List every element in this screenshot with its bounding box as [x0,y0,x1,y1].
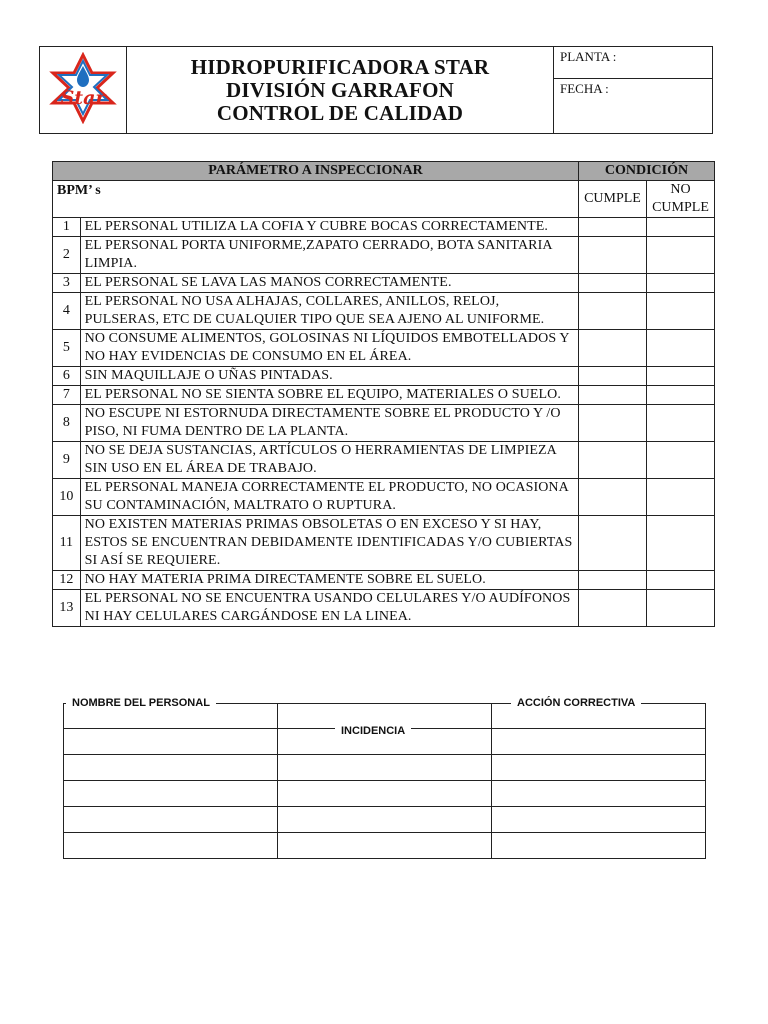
table-header-row [53,162,715,181]
row-parameter: EL PERSONAL UTILIZA LA COFIA Y CUBRE BOCAS CORRECTAMENTE. [80,218,578,237]
star-logo-icon [47,52,119,124]
accion-cell[interactable] [492,833,706,859]
no-cumple-checkbox-cell[interactable] [646,571,714,590]
no-cumple-checkbox-cell[interactable] [646,218,714,237]
cumple-checkbox-cell[interactable] [578,237,646,274]
section-label: BPM’ s [53,181,579,218]
cumple-checkbox-cell[interactable] [578,293,646,330]
cumple-checkbox-cell[interactable] [578,405,646,442]
accion-cell[interactable] [492,729,706,755]
no-cumple-checkbox-cell[interactable] [646,516,714,571]
row-number: 2 [53,237,81,274]
param-header: PARÁMETRO A INSPECCIONAR [53,162,579,181]
row-parameter: EL PERSONAL SE LAVA LAS MANOS CORRECTAMENTE. [80,274,578,293]
cumple-checkbox-cell[interactable] [578,442,646,479]
grid-row [64,755,706,781]
nombre-cell[interactable] [64,755,278,781]
cumple-checkbox-cell[interactable] [578,571,646,590]
planta-label: PLANTA : [560,49,617,64]
grid-row [64,781,706,807]
cumple-checkbox-cell[interactable] [578,516,646,571]
row-parameter: NO CONSUME ALIMENTOS, GOLOSINAS NI LÍQUIDOS EMBOTELLADOS Y NO HAY EVIDENCIAS DE CONSUMO EN EL ÁREA. [80,330,578,367]
cumple-header: CUMPLE [578,181,646,218]
row-parameter: NO SE DEJA SUSTANCIAS, ARTÍCULOS O HERRAMIENTAS DE LIMPIEZA SIN USO EN EL ÁREA DE TRABAJO. [80,442,578,479]
incidencia-cell[interactable] [278,755,492,781]
no-cumple-checkbox-cell[interactable] [646,274,714,293]
row-number: 3 [53,274,81,293]
accion-cell[interactable] [492,703,706,729]
title-line-2: DIVISIÓN GARRAFON [225,77,454,102]
cumple-checkbox-cell[interactable] [578,479,646,516]
fecha-field[interactable] [554,79,713,134]
section-row [53,181,715,218]
no-cumple-checkbox-cell[interactable] [646,330,714,367]
accion-cell[interactable] [492,807,706,833]
nombre-cell[interactable] [64,833,278,859]
accion-cell[interactable] [492,755,706,781]
table-row [53,590,715,627]
no-cumple-header: NO CUMPLE [646,181,714,218]
row-number: 6 [53,367,81,386]
row-parameter: NO EXISTEN MATERIAS PRIMAS OBSOLETAS O EN EXCESO Y SI HAY, ESTOS SE ENCUENTRAN DEBIDAMENTE IDENTIFICADAS Y/O CUBIERTAS SI ASÍ SE REQUIERE. [80,516,578,571]
cumple-checkbox-cell[interactable] [578,218,646,237]
planta-field[interactable] [554,47,713,79]
row-number: 7 [53,386,81,405]
row-number: 9 [53,442,81,479]
nombre-cell[interactable] [64,729,278,755]
table-row [53,405,715,442]
nombre-cell[interactable] [64,781,278,807]
no-cumple-checkbox-cell[interactable] [646,442,714,479]
row-number: 1 [53,218,81,237]
nombre-label: NOMBRE DEL PERSONAL [66,696,216,710]
table-row [53,516,715,571]
row-parameter: EL PERSONAL NO USA ALHAJAS, COLLARES, ANILLOS, RELOJ, PULSERAS, ETC DE CUALQUIER TIPO QUE SEA AJENO AL UNIFORME. [80,293,578,330]
row-parameter: NO HAY MATERIA PRIMA DIRECTAMENTE SOBRE EL SUELO. [80,571,578,590]
row-number: 8 [53,405,81,442]
incidencia-cell[interactable] [278,833,492,859]
row-parameter: EL PERSONAL MANEJA CORRECTAMENTE EL PRODUCTO, NO OCASIONA SU CONTAMINACIÓN, MALTRATO O RUPTURA. [80,479,578,516]
inspection-table [52,161,715,627]
table-row [53,367,715,386]
incidencia-cell[interactable] [278,807,492,833]
inspection-rows [53,218,715,627]
row-number: 11 [53,516,81,571]
cumple-checkbox-cell[interactable] [578,367,646,386]
logo-text: Star [60,86,106,109]
row-number: 5 [53,330,81,367]
logo-cell [40,47,127,134]
table-row [53,386,715,405]
cumple-checkbox-cell[interactable] [578,386,646,405]
no-cumple-checkbox-cell[interactable] [646,293,714,330]
row-parameter: EL PERSONAL NO SE ENCUENTRA USANDO CELULARES Y/O AUDÍFONOS NI HAY CELULARES CARGÁNDOSE EN LA LINEA. [80,590,578,627]
cumple-checkbox-cell[interactable] [578,590,646,627]
row-parameter: SIN MAQUILLAJE O UÑAS PINTADAS. [80,367,578,386]
row-parameter: EL PERSONAL PORTA UNIFORME,ZAPATO CERRADO, BOTA SANITARIA LIMPIA. [80,237,578,274]
table-row [53,218,715,237]
no-cumple-checkbox-cell[interactable] [646,367,714,386]
cumple-checkbox-cell[interactable] [578,330,646,367]
no-cumple-checkbox-cell[interactable] [646,405,714,442]
nombre-cell[interactable] [64,807,278,833]
fecha-label: FECHA : [560,81,609,96]
table-row [53,237,715,274]
no-cumple-checkbox-cell[interactable] [646,590,714,627]
table-row [53,442,715,479]
row-parameter: EL PERSONAL NO SE SIENTA SOBRE EL EQUIPO, MATERIALES O SUELO. [80,386,578,405]
row-number: 10 [53,479,81,516]
grid-row [64,807,706,833]
grid-row [64,833,706,859]
title-cell [127,47,554,134]
row-number: 4 [53,293,81,330]
document-header [39,46,713,134]
row-number: 13 [53,590,81,627]
table-row [53,293,715,330]
no-cumple-checkbox-cell[interactable] [646,386,714,405]
accion-label: ACCIÓN CORRECTIVA [511,696,641,710]
table-row [53,479,715,516]
cumple-checkbox-cell[interactable] [578,274,646,293]
nombre-cell[interactable] [64,703,278,729]
row-parameter: NO ESCUPE NI ESTORNUDA DIRECTAMENTE SOBRE EL PRODUCTO Y /O PISO, NI FUMA DENTRO DE LA PLANTA. [80,405,578,442]
table-row [53,571,715,590]
row-number: 12 [53,571,81,590]
no-cumple-checkbox-cell[interactable] [646,237,714,274]
incidencia-cell[interactable] [278,781,492,807]
title-line-1: HIDROPURIFICADORA STAR [190,54,490,79]
title-line-3: CONTROL DE CALIDAD [216,100,464,125]
condition-header: CONDICIÓN [578,162,714,181]
no-cumple-checkbox-cell[interactable] [646,479,714,516]
incidencia-label: INCIDENCIA [335,724,411,738]
table-row [53,274,715,293]
accion-cell[interactable] [492,781,706,807]
table-row [53,330,715,367]
